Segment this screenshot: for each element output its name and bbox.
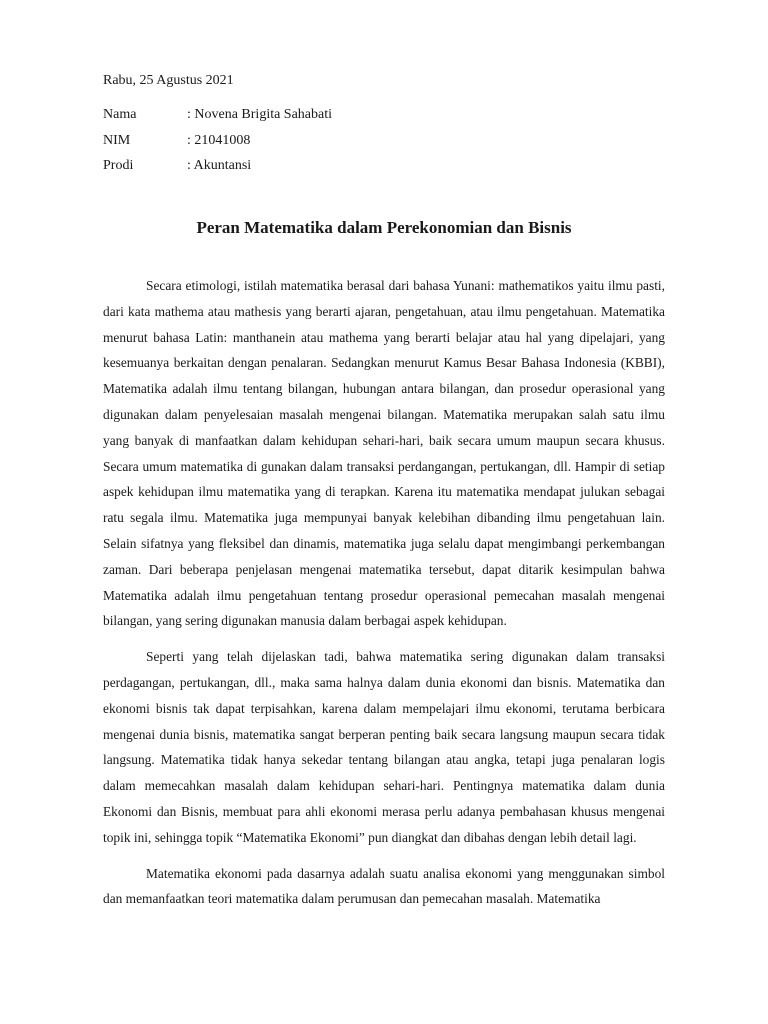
student-info	[103, 105, 332, 182]
info-label-nama: Nama	[103, 107, 137, 122]
info-row-prodi	[103, 156, 332, 182]
info-label-prodi: Prodi	[103, 158, 134, 173]
paragraph-3: Matematika ekonomi pada dasarnya adalah suatu analisa ekonomi yang menggunakan simbol dan memanfaatkan teori matematika dalam perumusan dan pemecahan masalah. Matematika	[103, 865, 665, 907]
document-date: Rabu, 25 Agustus 2021	[103, 73, 234, 88]
info-row-nim	[103, 131, 332, 157]
info-row-nama	[103, 105, 332, 131]
info-value-nim: : 21041008	[187, 132, 251, 148]
document-title: Peran Matematika dalam Perekonomian dan Bisnis	[196, 218, 572, 237]
info-value-nama: : Novena Brigita Sahabati	[187, 107, 333, 122]
info-label-nim: NIM	[103, 132, 131, 148]
paragraph-1: Secara etimologi, istilah matematika berasal dari bahasa Yunani: mathematikos yaitu ilmu pasti, dari kata mathema atau mathesis yang berarti ajaran, pengetahuan, atau ilmu pengetahuan. Matematika menurut bahasa Latin: manthanein atau mathema yang berarti belajar atau hal yang dipelajari, yang kesemuanya berkaitan dengan penalaran. Sedangkan menurut Kamus Besar Bahasa Indonesia (KBBI), Matematika adalah ilmu tentang bilangan, hubungan antara bilangan, dan prosedur operasional yang digunakan dalam penyelesaian masalah mengenai bilangan. Matematika merupakan salah satu ilmu yang banyak di manfaatkan dalam kehidupan sehari-hari, baik secara umum maupun secara khusus. Secara umum matematika di gunakan dalam transaksi perdangangan, pertukangan, dll. Hampir di setiap aspek kehidupan ilmu matematika yang di terapkan. Karena itu matematika mendapat julukan sebagai ratu segala ilmu. Matematika juga mempunyai banyak kelebihan dibanding ilmu pengetahuan lain. Selain sifatnya yang fleksibel dan dinamis, matematika juga selalu dapat mengimbangi perkembangan zaman. Dari beberapa penjelasan mengenai matematika tersebut, dapat ditarik kesimpulan bahwa Matematika adalah ilmu pengetahuan tentang prosedur operasional pemecahan masalah mengenai bilangan, yang sering digunakan manusia dalam berbagai aspek kehidupan.	[103, 278, 665, 629]
document-body	[103, 273, 665, 922]
info-value-prodi: : Akuntansi	[187, 158, 252, 173]
paragraph-2: Seperti yang telah dijelaskan tadi, bahwa matematika sering digunakan dalam transaksi perdagangan, pertukangan, dll., maka sama halnya dalam dunia ekonomi dan bisnis. Matematika dan ekonomi bisnis tak dapat terpisahkan, karena dalam mempelajari ilmu ekonomi, terutama berbicara mengenai dunia bisnis, matematika sangat berperan penting baik secara langsung maupun secara tidak langsung. Matematika tidak hanya sekedar tentang bilangan atau angka, tetapi juga penalaran logis dalam memecahkan masalah dalam kehidupan sehari-hari. Pentingnya matematika dalam dunia Ekonomi dan Bisnis, membuat para ahli ekonomi merasa perlu adanya pembahasan khusus mengenai topik ini, sehingga topik “Matematika Ekonomi” pun diangkat dan dibahas dengan lebih detail lagi.	[103, 649, 665, 845]
